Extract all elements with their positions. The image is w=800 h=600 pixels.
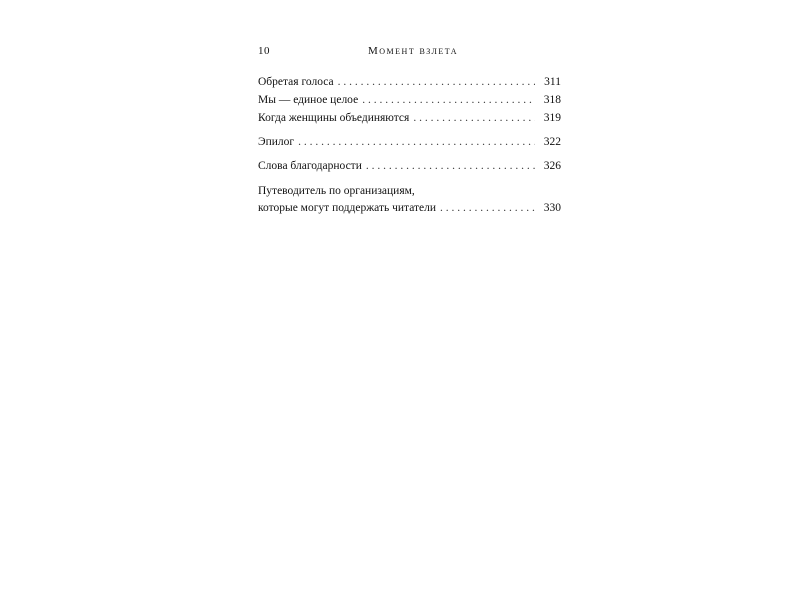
- toc-entry-page: 319: [543, 112, 561, 124]
- toc-entry-title: Мы — единое целое: [258, 91, 358, 109]
- toc-leader-dots: [413, 109, 535, 127]
- toc-entry-page: 322: [543, 136, 561, 148]
- toc-entry: [258, 157, 561, 175]
- toc-entry: [258, 199, 561, 217]
- toc-leader-dots: [362, 91, 535, 109]
- toc-entry-page: 326: [543, 160, 561, 172]
- toc-entry: [258, 91, 561, 109]
- toc-entry-title: Слова благодарности: [258, 157, 362, 175]
- toc-entry-page: 318: [543, 94, 561, 106]
- toc-entry-title: Обретая голоса: [258, 73, 334, 91]
- toc-entry-title: Когда женщины объединяются: [258, 109, 409, 127]
- toc-leader-dots: [298, 133, 535, 151]
- toc-entry: [258, 109, 561, 127]
- page-number: 10: [258, 45, 270, 57]
- toc-entry-page: 330: [543, 202, 561, 214]
- toc-entry-title: Эпилог: [258, 133, 294, 151]
- toc-leader-dots: [338, 73, 535, 91]
- book-title: Момент взлета: [368, 45, 459, 57]
- toc-entry-multiline: [258, 183, 561, 217]
- toc-entry: [258, 73, 561, 91]
- toc-leader-dots: [440, 199, 535, 217]
- table-of-contents: [258, 73, 561, 217]
- toc-leader-dots: [366, 157, 535, 175]
- toc-entry-title-line1: Путеводитель по организациям,: [258, 185, 415, 197]
- toc-entry: [258, 133, 561, 151]
- running-head: [258, 45, 563, 61]
- toc-entry-page: 311: [544, 76, 561, 88]
- toc-entry-title-line2: которые могут поддержать читатели: [258, 199, 436, 217]
